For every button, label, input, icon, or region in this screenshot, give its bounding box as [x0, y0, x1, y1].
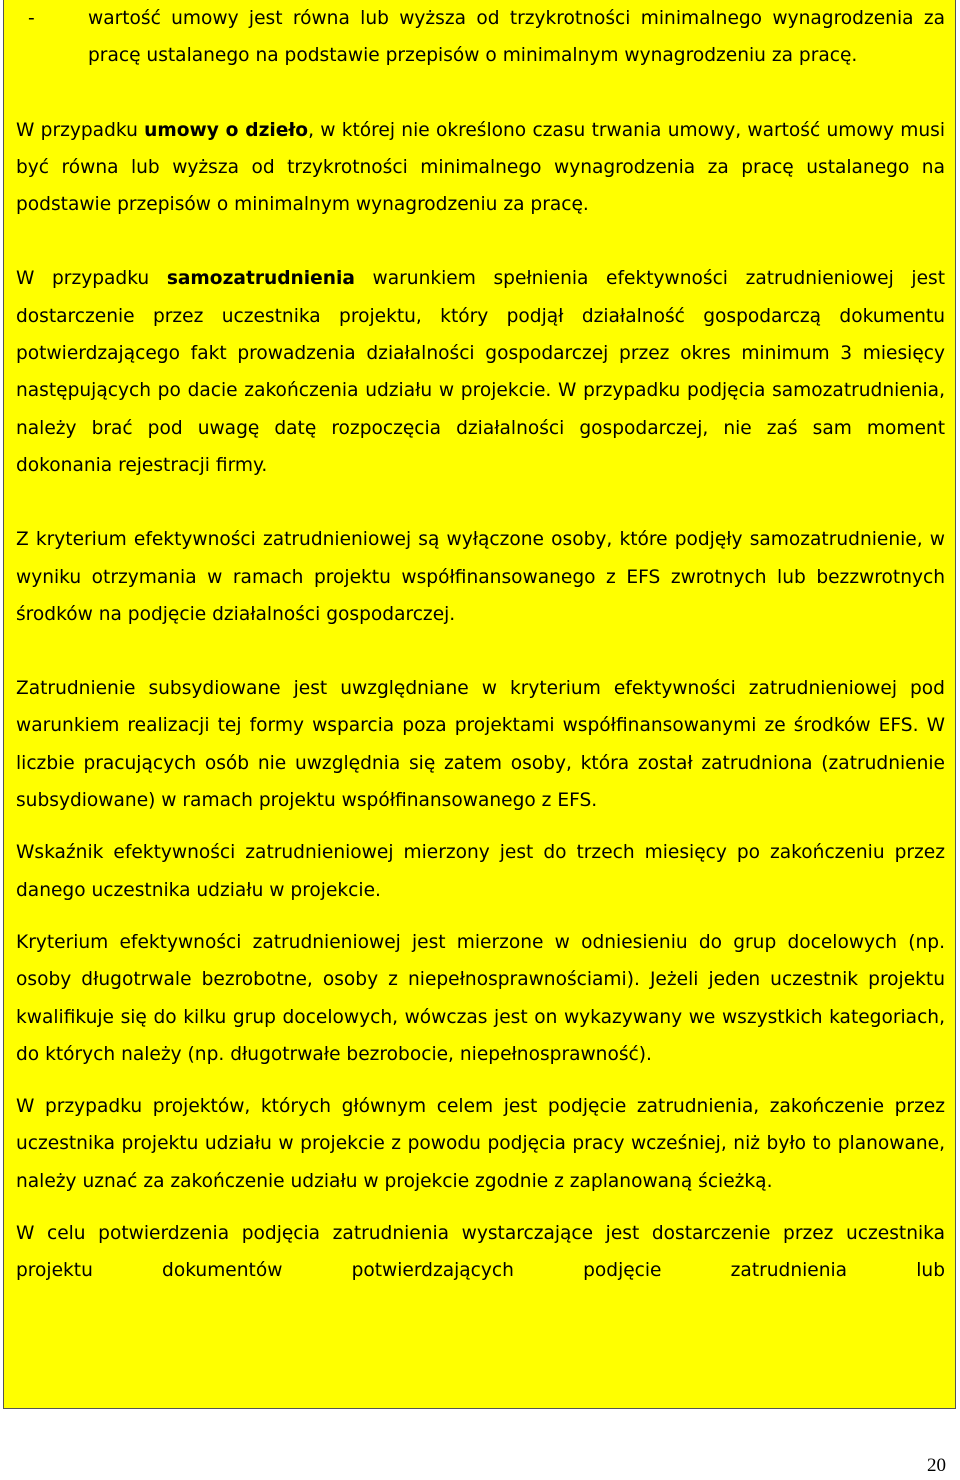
bullet-text: wartość umowy jest równa lub wyższa od trzykrotności minimalnego wynagrodzenia za pracę ustalanego na podstawie przepisów o minimalnym wynagrodzeniu za pracę. [88, 8, 945, 67]
paragraph-grupy-docelowe: Kryterium efektywności zatrudnieniowej jest mierzone w odniesieniu do grup docelowych (np. osoby długotrwale bezrobotne, osoby z niepełnosprawnościami). Jeżeli jeden uczestnik projektu kwalifikuje się do kilku grup docelowych, wówczas jest on wykazywany we wszystkich kategoriach, do których należy (np. długotrwałe bezrobocie, niepełnosprawność). [16, 931, 945, 1065]
paragraph-umowa-o-dzielo: W przypadku umowy o dzieło, w której nie określono czasu trwania umowy, wartość umowy musi być równa lub wyższa od trzykrotności minimalnego wynagrodzenia za pracę ustalanego na podstawie przepisów o minimalnym wynagrodzeniu za pracę. [16, 119, 946, 216]
document-content [16, 0, 945, 1290]
paragraph-zatrudnienie-subsydiowane: Zatrudnienie subsydiowane jest uwzględniane w kryterium efektywności zatrudnieniowej pod warunkiem realizacji tej formy wsparcia poza projektami współfinansowanymi ze środków EFS. W liczbie pracujących osób nie uwzględnia się zatem osoby, która został zatrudniona (zatrudnienie subsydiowane) w ramach projektu współfinansowanego z EFS. [16, 678, 945, 812]
paragraph-samozatrudnienie: W przypadku samozatrudnienia warunkiem spełnienia efektywności zatrudnieniowej jest dostarczenie przez uczestnika projektu, który podjął działalność gospodarczą dokumentu potwierdzającego fakt prowadzenia działalności gospodarczej przez okres minimum 3 miesięcy następujących po dacie zakończenia udziału w projekcie. W przypadku podjęcia samozatrudnienia, należy brać pod uwagę datę rozpoczęcia działalności gospodarczej, nie zaś sam moment dokonania rejestracji firmy. [16, 268, 945, 476]
paragraph-pomiar-wskaznika: Wskaźnik efektywności zatrudnieniowej mierzony jest do trzech miesięcy po zakończeniu przez danego uczestnika udziału w projekcie. [16, 842, 945, 901]
paragraph-wylaczenia: Z kryterium efektywności zatrudnieniowej są wyłączone osoby, które podjęły samozatrudnienie, w wyniku otrzymania w ramach projektu współfinansowanego z EFS zwrotnych lub bezzwrotnych środków na podjęcie działalności gospodarczej. [16, 529, 945, 625]
page-number: 20 [927, 1455, 946, 1476]
paragraph-zakonczenie-projektu: W przypadku projektów, których głównym celem jest podjęcie zatrudnienia, zakończenie przez uczestnika projektu udziału w projekcie z powodu podjęcia pracy wcześniej, niż było to planowane, należy uznać za zakończenie udziału w projekcie zgodnie z zaplanowaną ścieżką. [16, 1096, 945, 1192]
bold-term: umowy o dzieło [144, 119, 309, 141]
paragraph-potwierdzenie-zatrudnienia: W celu potwierdzenia podjęcia zatrudnienia wystarczające jest dostarczenie przez uczestnika projektu dokumentów potwierdzających podjęcie zatrudnienia lub [16, 1223, 945, 1282]
highlighted-text-box [3, 0, 956, 1409]
bullet-item [16, 0, 945, 75]
bold-term: samozatrudnienia [166, 268, 355, 290]
bullet-marker: - [28, 8, 35, 29]
